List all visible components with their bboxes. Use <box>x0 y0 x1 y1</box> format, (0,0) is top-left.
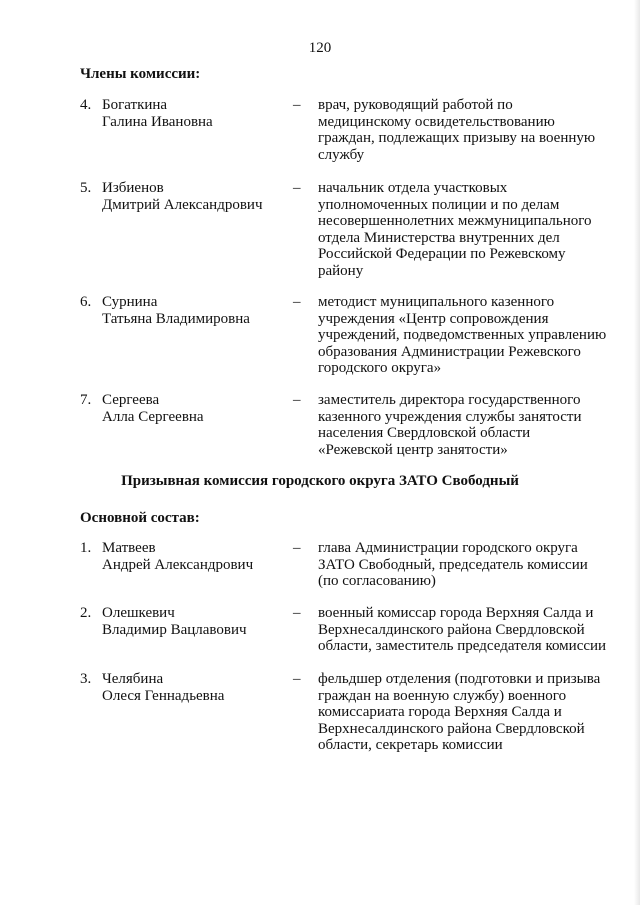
person-name <box>102 180 302 213</box>
section-heading-members: Члены комиссии: <box>80 66 201 82</box>
position-description <box>318 294 618 377</box>
person-name <box>102 294 302 327</box>
position-description <box>318 180 618 279</box>
given-names: Дмитрий Александрович <box>102 196 263 213</box>
dash: – <box>293 671 301 687</box>
given-names: Андрей Александрович <box>102 556 254 573</box>
desc-line: учреждения «Центр сопровождения <box>318 310 549 327</box>
given-names: Олеся Геннадьевна <box>102 687 225 704</box>
desc-line: Верхнесалдинского района Свердловской <box>318 621 585 638</box>
desc-line: населения Свердловской области <box>318 425 531 441</box>
surname: Сергеева <box>102 392 160 408</box>
desc-line: врач, руководящий работой по <box>318 97 513 113</box>
given-names: Владимир Вацлавович <box>102 621 247 638</box>
given-names: Алла Сергеевна <box>102 408 204 425</box>
dash: – <box>293 294 301 310</box>
desc-line: области, секретарь комиссии <box>318 737 503 753</box>
desc-line: заместитель директора государственного <box>318 392 581 408</box>
dash: – <box>293 540 301 556</box>
desc-line: уполномоченных полиции и по делам <box>318 196 560 213</box>
desc-line: Российской Федерации по Режевскому <box>318 246 566 262</box>
desc-line: ЗАТО Свободный, председатель комиссии <box>318 556 588 573</box>
desc-line: глава Администрации городского округа <box>318 540 578 556</box>
person-name <box>102 540 302 573</box>
position-description <box>318 540 618 590</box>
surname: Матвеев <box>102 540 156 556</box>
desc-line: Верхнесалдинского района Свердловской <box>318 720 585 737</box>
desc-line: начальник отдела участковых <box>318 180 508 196</box>
surname: Избиенов <box>102 180 164 196</box>
desc-line: несовершеннолетних межмуниципального <box>318 213 592 229</box>
position-description <box>318 97 618 163</box>
person-name <box>102 392 302 425</box>
section-heading-main-composition: Основной состав: <box>80 510 200 526</box>
entry-number: 2. <box>80 605 92 621</box>
dash: – <box>293 605 301 621</box>
desc-line: граждан, подлежащих призыву на военную <box>318 130 596 146</box>
person-name <box>102 671 302 704</box>
surname: Челябина <box>102 671 164 687</box>
desc-line: службу <box>318 146 365 163</box>
position-description <box>318 671 618 754</box>
desc-line: (по согласованию) <box>318 573 436 589</box>
entry-number: 1. <box>80 540 92 556</box>
dash: – <box>293 97 301 113</box>
page-edge-shadow <box>634 0 640 905</box>
desc-line: отдела Министерства внутренних дел <box>318 229 560 246</box>
dash: – <box>293 392 301 408</box>
desc-line: медицинскому освидетельствованию <box>318 113 555 130</box>
surname: Сурнина <box>102 294 158 310</box>
entry-number: 7. <box>80 392 92 408</box>
desc-line: граждан на военную службу) военного <box>318 687 567 704</box>
position-description <box>318 392 618 458</box>
desc-line: методист муниципального казенного <box>318 294 555 310</box>
person-name <box>102 97 302 130</box>
surname: Богаткина <box>102 97 168 113</box>
surname: Олешкевич <box>102 605 175 621</box>
desc-line: фельдшер отделения (подготовки и призыва <box>318 671 601 687</box>
desc-line: учреждений, подведомственных управлению <box>318 327 607 343</box>
desc-line: городского округа» <box>318 360 442 376</box>
desc-line: комиссариата города Верхняя Салда и <box>318 704 562 720</box>
entry-number: 3. <box>80 671 92 687</box>
desc-line: казенного учреждения службы занятости <box>318 408 582 425</box>
position-description <box>318 605 618 655</box>
dash: – <box>293 180 301 196</box>
desc-line: военный комиссар города Верхняя Салда и <box>318 605 594 621</box>
given-names: Татьяна Владимировна <box>102 310 250 327</box>
entry-number: 4. <box>80 97 92 113</box>
entry-number: 5. <box>80 180 92 196</box>
commission-title: Призывная комиссия городского округа ЗАТО Свободный <box>121 473 519 489</box>
desc-line: «Режевской центр занятости» <box>318 441 508 458</box>
page-number: 120 <box>308 40 332 56</box>
entry-number: 6. <box>80 294 92 310</box>
person-name <box>102 605 302 638</box>
desc-line: области, заместитель председателя комиссии <box>318 638 607 654</box>
desc-line: образования Администрации Режевского <box>318 343 581 360</box>
desc-line: району <box>318 262 364 279</box>
given-names: Галина Ивановна <box>102 113 213 130</box>
